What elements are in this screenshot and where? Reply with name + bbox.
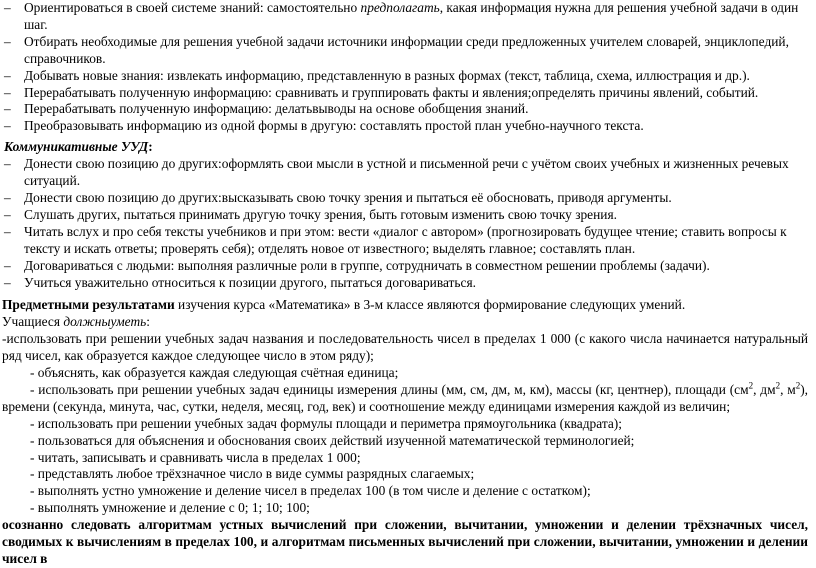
list-item: – Отбирать необходимые для решения учебной задачи источники информации среди предложенных учителем словарей, энциклопедий, справочников.	[2, 34, 816, 68]
list-item: – Добывать новые знания: извлекать информацию, представленную в разных формах (текст, таблица, схема, иллюстрация и др.).	[2, 68, 816, 85]
skill-item: - выполнять умножение и деление с 0; 1; 10; 100;	[30, 500, 310, 516]
list-item: – Донести свою позицию до других:оформлять свои мысли в устной и письменной речи с учётом своих учебных и жизненных речевых ситуаций.	[2, 156, 816, 190]
skill-item: - объяснять, как образуется каждая следующая счётная единица;	[30, 365, 399, 381]
skill-item: - использовать при решении учебных задач единицы измерения длины (мм, см, дм, м, км), массы (кг, центнер), площади ($см^2$, $дм^2$, $м^2$), времени (секунда, минута, час, сутки, неделя, месяц, год, век) и соотношение между единицами измерения каждой из величин;	[2, 380, 809, 414]
skill-item: - пользоваться для объяснения и обоснования своих действий изученной математической терминологией;	[30, 432, 635, 448]
final-paragraph: осознанно следовать алгоритмам устных вычислений при сложении, вычитании, умножении и делении трёхзначных чисел, сводимых к вычислениям в пределах 100, и алгоритмам письменных вычислений при сложении, вычитании, умножении и делении чисел в	[2, 517, 808, 566]
list-item: – Ориентироваться в своей системе знаний: самостоятельно предполагать, какая информация нужна для решения учебной задачи в один шаг.	[2, 0, 816, 34]
students-line: Учащиеся должныуметь:	[2, 314, 150, 330]
section-heading-communicative: Коммуникативные УУД:	[4, 139, 153, 155]
list-item: – Перерабатывать полученную информацию: сравнивать и группировать факты и явления;определять причины явлений, событий.	[2, 85, 816, 102]
skill-item: - читать, записывать и сравнивать числа в пределах 1 000;	[30, 449, 361, 465]
skill-item: - представлять любое трёхзначное число в виде суммы разрядных слагаемых;	[30, 466, 475, 482]
skill-item: - использовать при решении учебных задач формулы площади и периметра прямоугольника (квадрата);	[30, 415, 622, 431]
list-item: – Читать вслух и про себя тексты учебников и при этом: вести «диалог с автором» (прогнозировать будущее чтение; ставить вопросы к тексту и искать ответы; проверять себя); отделять новое от известного; выделять главное; составлять план.	[2, 224, 816, 258]
list-item: – Перерабатывать полученную информацию: делатьвыводы на основе обобщения знаний.	[2, 101, 816, 118]
list-item: – Учиться уважительно относиться к позиции другого, пытаться договариваться.	[2, 275, 816, 292]
list-item: – Преобразовывать информацию из одной формы в другую: составлять простой план учебно-научного текста.	[2, 118, 816, 135]
cognitive-list	[2, 0, 816, 135]
list-item: – Донести свою позицию до других:высказывать свою точку зрения и пытаться её обосновать, приводя аргументы.	[2, 190, 816, 207]
communicative-list	[2, 156, 816, 291]
subject-intro: Предметными результатами изучения курса «Математика» в 3-м классе являются формирование следующих умений.	[2, 297, 686, 313]
skill-item: -использовать при решении учебных задач названия и последовательность чисел в пределах 1 000 (с какого числа начинается натуральный ряд чисел, как образуется каждое следующее число в этом ряду);	[2, 331, 808, 364]
list-item: – Слушать других, пытаться принимать другую точку зрения, быть готовым изменить свою точку зрения.	[2, 207, 816, 224]
skill-item: - выполнять устно умножение и деление чисел в пределах 100 (в том числе и деление с остатком);	[30, 483, 591, 499]
subject-results	[2, 297, 816, 568]
list-item: – Договариваться с людьми: выполняя различные роли в группе, сотрудничать в совместном решении проблемы (задачи).	[2, 258, 816, 275]
